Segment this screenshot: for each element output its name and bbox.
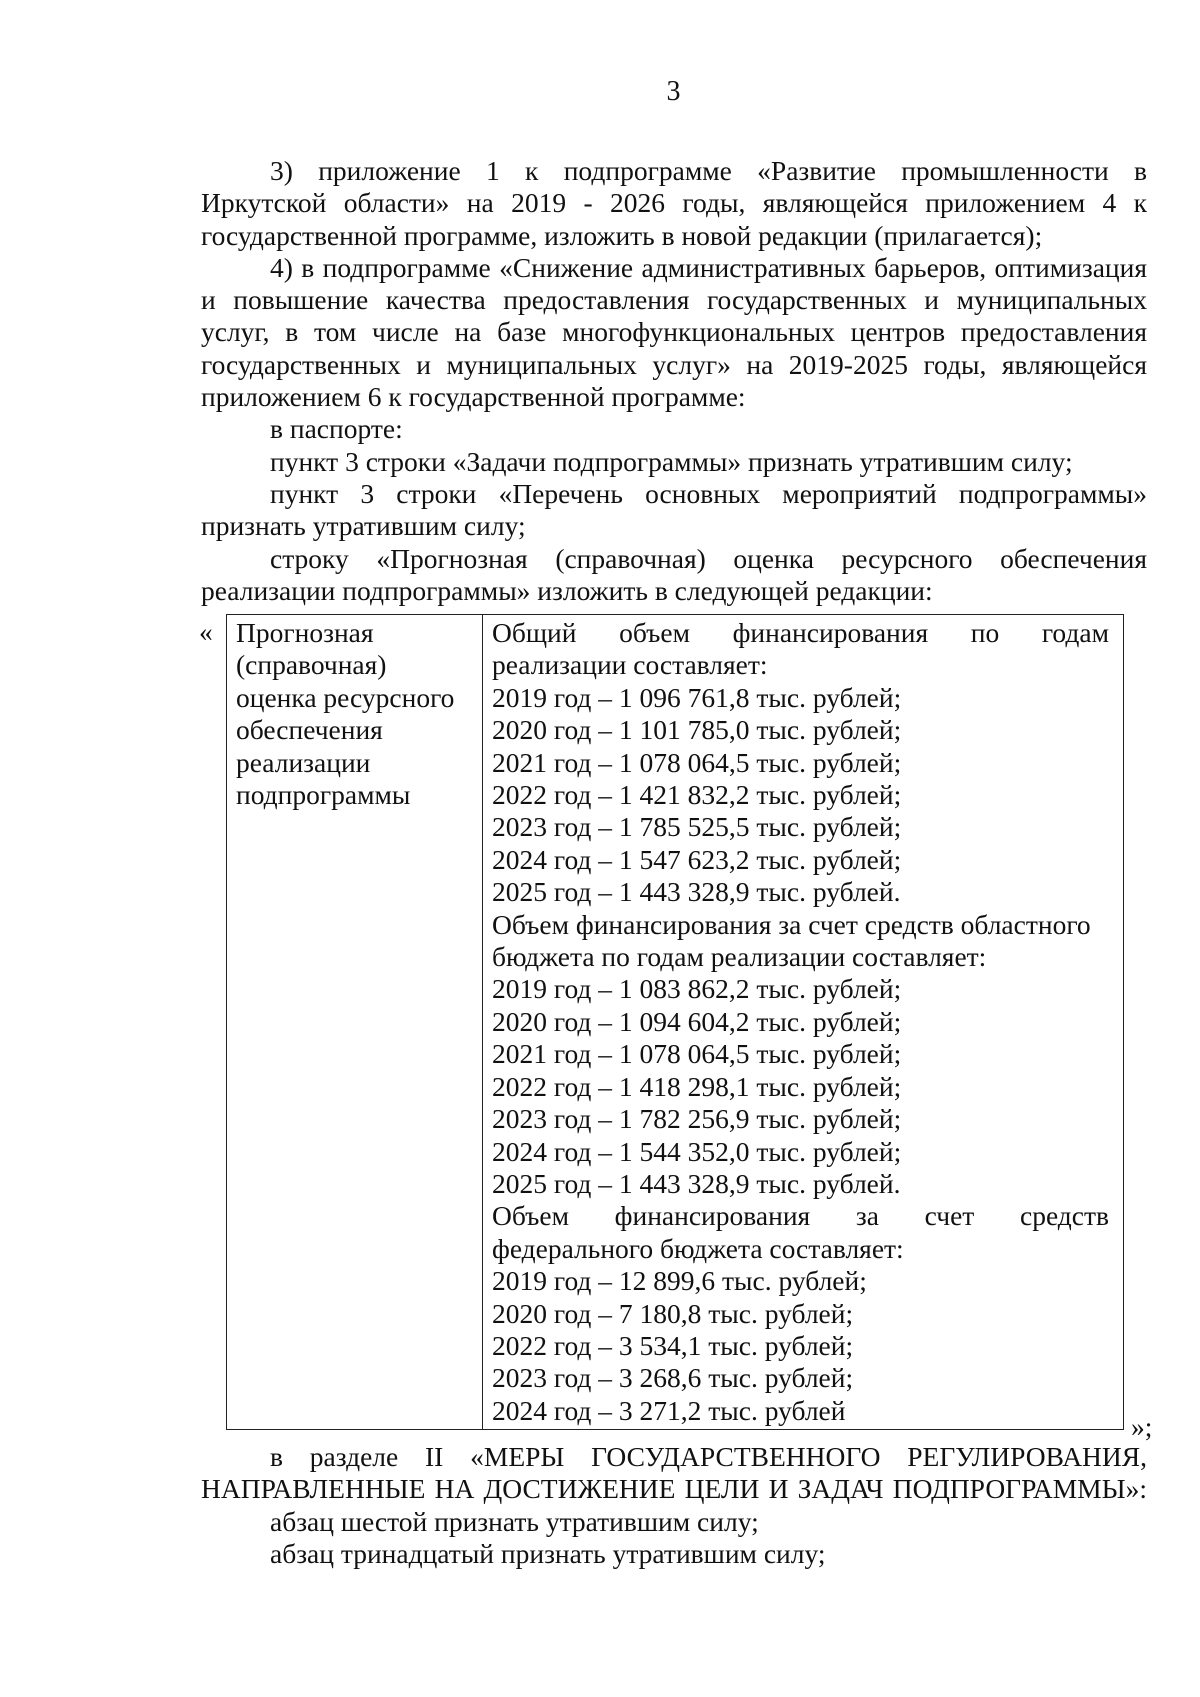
federal-row: 2019 год – 12 899,6 тыс. рублей; — [492, 1265, 867, 1297]
row-label-line: оценка ресурсного — [236, 681, 455, 713]
paragraph-activities: пункт 3 строки «Перечень основных мероприятий подпрограммы» признать утратившим силу; — [201, 477, 1147, 542]
paragraph-item-4: 4) в подпрограмме «Снижение административных барьеров, оптимизация и повышение качества предоставления государственных и муниципальных услуг, в том числе на базе многофункциональных центров предоставления государственных и муниципальных услуг» на 2019-2025 годы, являющейся приложением 6 к государственной программе: — [201, 251, 1147, 413]
regional-row: 2019 год – 1 083 862,2 тыс. рублей; — [492, 973, 902, 1005]
federal-row: 2022 год – 3 534,1 тыс. рублей; — [492, 1329, 854, 1361]
paragraph-thirteenth: абзац тринадцатый признать утратившим силу; — [270, 1537, 826, 1569]
regional-row: 2020 год – 1 094 604,2 тыс. рублей; — [492, 1005, 902, 1037]
total-row: 2020 год – 1 101 785,0 тыс. рублей; — [492, 714, 902, 746]
federal-row: 2023 год – 3 268,6 тыс. рублей; — [492, 1362, 854, 1394]
row-label-line: обеспечения — [236, 714, 383, 746]
paragraph-item-3: 3) приложение 1 к подпрограмме «Развитие промышленности в Иркутской области» на 2019 - 2026 годы, являющейся приложением 4 к государственной программе, изложить в новой редакции (прилагается); — [201, 155, 1147, 251]
paragraph-section-ii: в разделе II «МЕРЫ ГОСУДАРСТВЕННОГО РЕГУЛИРОВАНИЯ, НАПРАВЛЕННЫЕ НА ДОСТИЖЕНИЕ ЦЕЛИ И ЗАДАЧ ПОДПРОГРАММЫ»: — [201, 1441, 1147, 1505]
regional-row: 2023 год – 1 782 256,9 тыс. рублей; — [492, 1103, 902, 1135]
closing-text — [201, 1441, 1147, 1570]
total-row: 2024 год – 1 547 623,2 тыс. рублей; — [492, 843, 902, 875]
paragraph-sixth: абзац шестой признать утратившим силу; — [270, 1505, 759, 1537]
total-row: 2019 год – 1 096 761,8 тыс. рублей; — [492, 681, 902, 713]
total-row: 2021 год – 1 078 064,5 тыс. рублей; — [492, 746, 902, 778]
total-row: 2022 год – 1 421 832,2 тыс. рублей; — [492, 779, 902, 811]
row-label-cell — [227, 615, 483, 1430]
paragraph-passport: в паспорте: — [270, 413, 403, 445]
federal-row: 2024 год – 3 271,2 тыс. рублей — [492, 1394, 846, 1426]
table-row — [227, 615, 1124, 1430]
open-quote: « — [199, 616, 213, 647]
page-number: 3 — [666, 76, 681, 107]
federal-row: 2020 год – 7 180,8 тыс. рублей; — [492, 1297, 854, 1329]
total-row: 2025 год – 1 443 328,9 тыс. рублей. — [492, 876, 901, 908]
intro-text — [201, 155, 1147, 607]
regional-heading: Объем финансирования за счет средств областного — [492, 908, 1091, 940]
row-value-cell — [483, 615, 1124, 1430]
row-label-line: подпрограммы — [236, 779, 411, 811]
regional-row: 2025 год – 1 443 328,9 тыс. рублей. — [492, 1167, 901, 1199]
federal-heading: Объем финансирования за счет средств — [492, 1200, 1109, 1232]
total-heading: реализации составляет: — [492, 649, 768, 681]
regional-row: 2024 год – 1 544 352,0 тыс. рублей; — [492, 1135, 902, 1167]
regional-row: 2022 год – 1 418 298,1 тыс. рублей; — [492, 1070, 902, 1102]
financing-table — [226, 614, 1124, 1430]
regional-heading: бюджета по годам реализации составляет: — [492, 941, 987, 973]
paragraph-forecast-row: строку «Прогнозная (справочная) оценка ресурсного обеспечения реализации подпрограммы» изложить в следующей редакции: — [201, 542, 1147, 606]
row-label-line: Прогнозная — [236, 617, 374, 648]
total-row: 2023 год – 1 785 525,5 тыс. рублей; — [492, 811, 902, 843]
close-quote: »; — [1131, 1411, 1153, 1442]
row-label-line: реализации — [236, 746, 371, 778]
row-label-line: (справочная) — [236, 649, 387, 681]
federal-heading: федерального бюджета составляет: — [492, 1232, 904, 1264]
total-heading: Общий объем финансирования по годам — [492, 617, 1109, 648]
paragraph-tasks: пункт 3 строки «Задачи подпрограммы» признать утратившим силу; — [270, 445, 1073, 477]
regional-row: 2021 год – 1 078 064,5 тыс. рублей; — [492, 1038, 902, 1070]
